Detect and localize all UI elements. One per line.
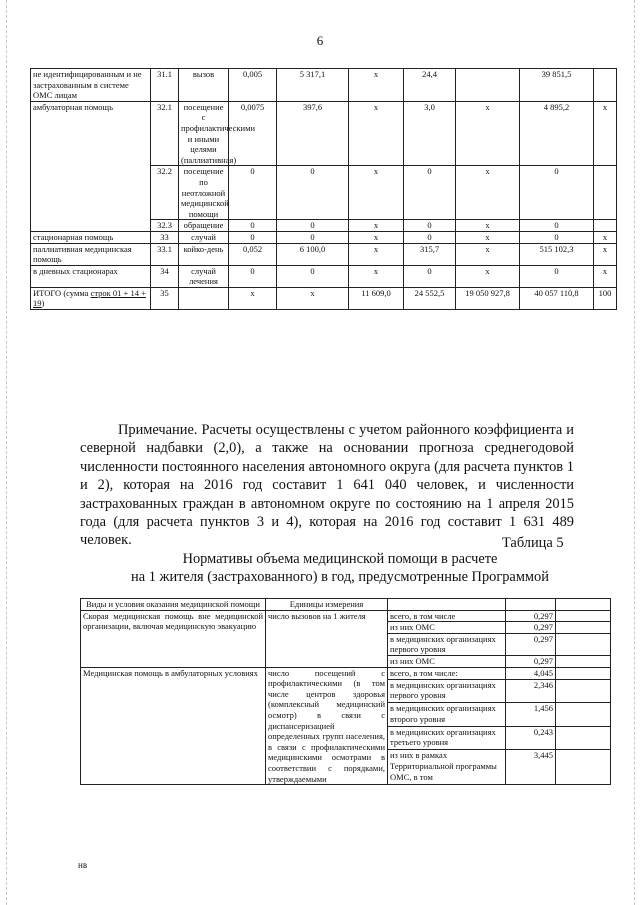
table-row-total: [31, 287, 617, 309]
row-number: 34: [151, 265, 179, 287]
level-value: 3,445: [506, 750, 556, 785]
row-cell: x: [456, 243, 520, 265]
table-5: [80, 598, 611, 785]
header-empty: [506, 599, 556, 611]
row-cell: [594, 69, 617, 102]
level-value: 2,346: [506, 679, 556, 703]
table-row: [81, 667, 611, 679]
empty-cell: [556, 667, 611, 679]
level-value: 0,243: [506, 726, 556, 750]
row-name: стационарная помощь: [31, 231, 151, 243]
empty-cell: [556, 726, 611, 750]
row-cost: 0: [277, 220, 349, 232]
table-row: [31, 231, 617, 243]
row-cell: 11 609,0: [349, 287, 404, 309]
table-row: [31, 243, 617, 265]
empty-cell: [556, 655, 611, 667]
row-cell: 19 050 927,8: [456, 287, 520, 309]
row-cell: x: [594, 243, 617, 265]
row-name: паллиативная медицинская помощь: [31, 243, 151, 265]
table-row: [31, 101, 617, 166]
row-unit: обращение: [179, 220, 229, 232]
level-value: 1,456: [506, 703, 556, 727]
empty-cell: [556, 610, 611, 622]
row-cell: [456, 69, 520, 102]
row-cell: x: [456, 220, 520, 232]
row-norm: 0,005: [229, 69, 277, 102]
level-value: 0,297: [506, 655, 556, 667]
table-header-row: [81, 599, 611, 611]
row-cell: 0: [404, 265, 456, 287]
table-row: [31, 265, 617, 287]
row-unit: койко-день: [179, 243, 229, 265]
row-cell: x: [456, 166, 520, 220]
row-cell: x: [456, 231, 520, 243]
level-value: 0,297: [506, 633, 556, 655]
row-number: 32.3: [151, 220, 179, 232]
page-number: 6: [316, 33, 324, 48]
row-cell: [594, 166, 617, 220]
row-cost: x: [277, 287, 349, 309]
row-cell: 0: [404, 220, 456, 232]
row-number: 35: [151, 287, 179, 309]
row-cell: 24 552,5: [404, 287, 456, 309]
row-unit: посещение по неотложной медицинской помощи: [179, 166, 229, 220]
row-cell: 0: [404, 166, 456, 220]
row-cell: x: [456, 101, 520, 166]
header-unit: Единицы измерения: [266, 599, 388, 611]
row-cell: x: [594, 231, 617, 243]
table-5-title: [80, 550, 600, 586]
care-kind: Скорая медицинская помощь вне медицинской организации, включая медицинскую эвакуацию: [81, 610, 266, 667]
care-kind: Медицинская помощь в амбулаторных условиях: [81, 667, 266, 785]
page-edge-right: [634, 0, 636, 905]
row-cell: 39 851,5: [520, 69, 594, 102]
row-cell: 0: [520, 231, 594, 243]
header-empty: [556, 599, 611, 611]
table-row: [31, 69, 617, 102]
level-label: в медицинских организациях третьего уровня: [388, 726, 506, 750]
row-cell: x: [456, 265, 520, 287]
row-number: 33: [151, 231, 179, 243]
row-unit: вызов: [179, 69, 229, 102]
header-empty: [388, 599, 506, 611]
level-label: всего, в том числе:: [388, 667, 506, 679]
level-label: из них в рамках Территориальной программы ОМС, в том: [388, 750, 506, 785]
empty-cell: [556, 633, 611, 655]
row-cell: 0: [520, 265, 594, 287]
total-label-prefix: ИТОГО (сумма: [33, 287, 91, 298]
total-label: [31, 287, 151, 309]
row-cell: x: [349, 166, 404, 220]
row-cell: 0: [404, 231, 456, 243]
table-5-title-line: Нормативы объема медицинской помощи в расчете: [182, 551, 498, 567]
row-cell: 0: [520, 220, 594, 232]
row-cell: 24,4: [404, 69, 456, 102]
care-unit: число посещений с профилактическими (в том числе центров здоровья (комплексный медицинский осмотр) в связи с диспансеризацией определенных групп населения, в связи с профилактическими медицинскими осмотрами в соответствии с порядками, утверждаемыми: [266, 667, 388, 785]
row-unit: посещение с профилактическими и иными целями (паллиативная): [179, 101, 229, 166]
row-cost: 6 100,0: [277, 243, 349, 265]
row-unit: случай: [179, 231, 229, 243]
level-label: всего, в том числе: [388, 610, 506, 622]
note-paragraph: [80, 421, 574, 550]
table-5-caption: Таблица 5: [502, 535, 564, 551]
level-label: из них ОМС: [388, 622, 506, 634]
header-kind: Виды и условия оказания медицинской помощи: [81, 599, 266, 611]
table-4-continuation: [30, 68, 617, 310]
row-name: амбулаторная помощь: [31, 101, 151, 231]
row-cost: 397,6: [277, 101, 349, 166]
total-label-suffix: ): [41, 298, 45, 309]
row-norm: 0: [229, 265, 277, 287]
row-cell: x: [349, 231, 404, 243]
row-norm: 0: [229, 220, 277, 232]
level-label: из них ОМС: [388, 655, 506, 667]
row-cell: 4 895,2: [520, 101, 594, 166]
row-number: 31.1: [151, 69, 179, 102]
row-number: 32.1: [151, 101, 179, 166]
footer-mark: нв: [78, 860, 88, 870]
empty-cell: [556, 679, 611, 703]
note-text: Примечание. Расчеты осуществлены с учетом районного коэффициента и северной надбавки (2,0), а также на основании прогноза среднегодовой численности постоянного населения автономного округа (для расчета пунктов 1 и 2), которая на 2016 год составит 1 641 040 человек, и численности застрахованных граждан в автономном округе по состоянию на 1 апреля 2015 года (для расчета пунктов 3 и 4), которая на 2016 год составит 1 631 489 человек.: [80, 422, 574, 549]
row-cell: x: [594, 265, 617, 287]
row-cell: [594, 220, 617, 232]
care-unit: число вызовов на 1 жителя: [266, 610, 388, 667]
empty-cell: [556, 622, 611, 634]
row-norm: 0: [229, 166, 277, 220]
table-row: [81, 610, 611, 622]
row-name: в дневных стационарах: [31, 265, 151, 287]
row-number: 33.1: [151, 243, 179, 265]
row-cell: 100: [594, 287, 617, 309]
row-cell: x: [349, 101, 404, 166]
level-label: в медицинских организациях второго уровня: [388, 703, 506, 727]
level-value: 0,297: [506, 610, 556, 622]
row-cost: 0: [277, 166, 349, 220]
row-cell: 3,0: [404, 101, 456, 166]
row-cell: 315,7: [404, 243, 456, 265]
row-cell: x: [594, 101, 617, 166]
row-unit: [179, 287, 229, 309]
page-edge-left: [6, 0, 8, 905]
row-cell: x: [349, 69, 404, 102]
row-cell: x: [349, 220, 404, 232]
row-name: не идентифицированным и не застрахованным в системе ОМС лицам: [31, 69, 151, 102]
row-cell: 40 057 110,8: [520, 287, 594, 309]
row-cost: 5 317,1: [277, 69, 349, 102]
level-label: в медицинских организациях первого уровня: [388, 679, 506, 703]
level-value: 4,045: [506, 667, 556, 679]
row-cell: x: [349, 243, 404, 265]
row-norm: 0: [229, 231, 277, 243]
row-norm: 0,0075: [229, 101, 277, 166]
row-norm: x: [229, 287, 277, 309]
row-unit: случай лечения: [179, 265, 229, 287]
row-cell: x: [349, 265, 404, 287]
total-rows-link[interactable]: строк 01 + 14 + 19: [33, 287, 146, 309]
row-norm: 0,052: [229, 243, 277, 265]
empty-cell: [556, 703, 611, 727]
row-cost: 0: [277, 265, 349, 287]
empty-cell: [556, 750, 611, 785]
table-5-title-line: на 1 жителя (застрахованного) в год, предусмотренные Программой: [131, 569, 549, 585]
row-cell: 515 102,3: [520, 243, 594, 265]
row-cell: 0: [520, 166, 594, 220]
level-label: в медицинских организациях первого уровня: [388, 633, 506, 655]
level-value: 0,297: [506, 622, 556, 634]
row-number: 32.2: [151, 166, 179, 220]
row-cost: 0: [277, 231, 349, 243]
